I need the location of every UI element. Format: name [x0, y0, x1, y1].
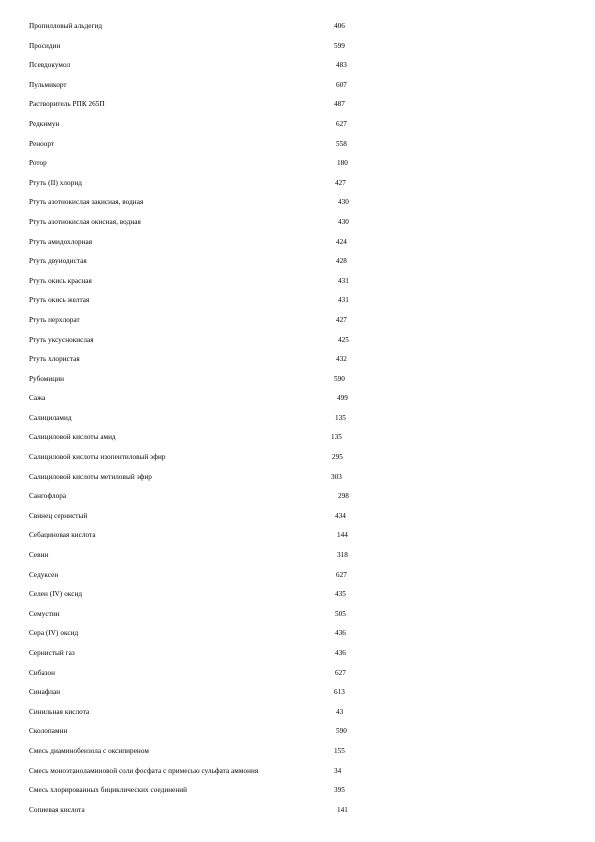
entry-name: Сернистый газ: [29, 649, 75, 657]
entry-page-number: 434: [335, 511, 346, 520]
entry-page-number: 295: [332, 453, 343, 462]
index-row: [0, 291, 595, 311]
index-row: [0, 331, 595, 351]
entry-name: Сажа: [29, 394, 46, 403]
entry-name: Ротор: [29, 159, 47, 168]
entry-page-number: 155: [334, 746, 345, 755]
entry-name: Сибазон: [29, 668, 56, 677]
entry-name: Смесь диаминобензола с оксипиреном: [29, 746, 149, 755]
entry-name: Ртуть азотнокислая закисная, водная: [29, 198, 144, 207]
entry-page-number: 135: [331, 433, 342, 442]
index-row: [0, 801, 595, 821]
index-row: [0, 37, 595, 57]
entry-page-number: 318: [337, 551, 348, 560]
entry-name: Смесь хлорированных бициклических соединений: [29, 786, 188, 795]
entry-name: Сопиевая кислота: [29, 805, 85, 814]
entry-page-number: 499: [337, 394, 348, 403]
entry-page-number: 144: [337, 531, 348, 540]
entry-name: Ртуть окись желтая: [29, 296, 90, 305]
entry-name: Ртуть (II) хлорид: [29, 178, 82, 187]
entry-name: Ртуть азотнокислая окисная, водная: [29, 217, 141, 226]
index-row: [0, 193, 595, 213]
entry-page-number: 436: [335, 629, 346, 638]
index-row: [0, 370, 595, 390]
index-row: [0, 762, 595, 782]
index-row: [0, 272, 595, 292]
entry-page-number: 599: [334, 41, 345, 50]
entry-page-number: 590: [336, 727, 347, 736]
index-row: [0, 487, 595, 507]
index-row: [0, 174, 595, 194]
entry-page-number: 303: [331, 472, 342, 481]
entry-name: Ртуть двуиодистая: [29, 257, 87, 266]
entry-name: Синафлан: [29, 688, 61, 697]
entry-page-number: 43: [336, 707, 344, 716]
index-row: [0, 428, 595, 448]
entry-page-number: 425: [338, 335, 349, 344]
entry-page-number: 427: [336, 315, 347, 324]
entry-name: Смесь моноэтаноламиновой соли фосфата с примесью сульфата аммония: [29, 766, 259, 775]
entry-page-number: 431: [338, 296, 349, 305]
index-row: [0, 95, 595, 115]
entry-page-number: 505: [335, 609, 346, 618]
entry-name: Пропилловый альдегид: [29, 22, 103, 30]
index-row: [0, 722, 595, 742]
index-row: [0, 468, 595, 488]
index-row: [0, 742, 595, 762]
entry-name: Ртуть уксуснокислая: [29, 335, 94, 344]
entry-page-number: 487: [334, 100, 345, 109]
entry-page-number: 483: [336, 61, 347, 70]
index-row: [0, 350, 595, 370]
entry-page-number: 627: [336, 119, 347, 128]
entry-page-number: 34: [334, 766, 342, 775]
entry-name: Сера (IV) оксид: [29, 629, 79, 638]
index-row: [0, 135, 595, 155]
entry-page-number: 627: [336, 570, 347, 579]
entry-name: Реноорт: [29, 139, 55, 148]
index-row: [0, 115, 595, 135]
index-row: [0, 566, 595, 586]
index-row: [0, 252, 595, 272]
index-row: [0, 585, 595, 605]
index-row: [0, 781, 595, 801]
entry-page-number: 435: [335, 590, 346, 599]
entry-page-number: 431: [338, 276, 349, 285]
entry-name: Салициловой кислоты метиловый эфир: [29, 472, 152, 481]
index-row: [0, 76, 595, 96]
entry-page-number: 432: [336, 355, 347, 364]
index-row: [0, 56, 595, 76]
entry-name: Ртуть перхлорат: [29, 315, 80, 324]
entry-page-number: 406: [334, 22, 345, 30]
index-row: [0, 703, 595, 723]
entry-page-number: 590: [334, 374, 345, 383]
entry-page-number: 135: [335, 413, 346, 422]
entry-name: Ртуть амидохлорная: [29, 237, 93, 246]
entry-name: Растворитель РПК 265П: [29, 100, 105, 109]
entry-name: Сколопамин: [29, 727, 68, 736]
entry-name: Сангофлора: [29, 492, 67, 501]
entry-name: Селен (IV) оксид: [29, 590, 83, 599]
entry-page-number: 298: [338, 492, 349, 501]
index-row: [0, 644, 595, 664]
index-row: [0, 507, 595, 527]
index-row: [0, 605, 595, 625]
entry-page-number: 436: [335, 649, 346, 657]
entry-name: Ртуть окись красная: [29, 276, 92, 285]
index-row: [0, 213, 595, 233]
entry-page-number: 424: [336, 237, 347, 246]
index-row: [0, 526, 595, 546]
entry-page-number: 395: [334, 786, 345, 795]
entry-page-number: 558: [336, 139, 347, 148]
index-row: [0, 409, 595, 429]
index-row: [0, 448, 595, 468]
entry-page-number: 613: [334, 688, 345, 697]
entry-name: Пульмикорт: [29, 80, 67, 89]
entry-page-number: 627: [335, 668, 346, 677]
entry-name: Рубомицин: [29, 374, 64, 383]
entry-page-number: 141: [337, 805, 348, 814]
entry-page-number: 427: [335, 178, 346, 187]
index-list: [0, 17, 595, 820]
index-row: [0, 233, 595, 253]
index-row: [0, 664, 595, 684]
entry-page-number: 430: [338, 198, 349, 207]
index-row: [0, 624, 595, 644]
entry-name: Салициламид: [29, 413, 72, 422]
entry-name: Псевдокумол: [29, 61, 71, 70]
entry-name: Свинец сернистый: [29, 511, 88, 520]
entry-name: Ртуть хлористая: [29, 355, 80, 364]
index-row: [0, 389, 595, 409]
entry-page-number: 430: [338, 217, 349, 226]
entry-name: Семустин: [29, 609, 60, 618]
entry-page-number: 428: [336, 257, 347, 266]
entry-name: Севин: [29, 551, 49, 560]
entry-name: Салициловой кислоты изопентиловый эфир: [29, 453, 166, 462]
entry-name: Салициловой кислоты амид: [29, 433, 116, 442]
entry-page-number: 607: [336, 80, 347, 89]
entry-name: Просидин: [29, 41, 61, 50]
entry-name: Синильная кислота: [29, 707, 90, 716]
index-row: [0, 311, 595, 331]
index-row: [0, 683, 595, 703]
index-row: [0, 546, 595, 566]
entry-name: Седуксен: [29, 570, 59, 579]
index-row: [0, 17, 595, 37]
index-row: [0, 154, 595, 174]
entry-name: Себациновая кислота: [29, 531, 96, 540]
entry-page-number: 180: [337, 159, 348, 168]
entry-name: Редкимун: [29, 119, 60, 128]
